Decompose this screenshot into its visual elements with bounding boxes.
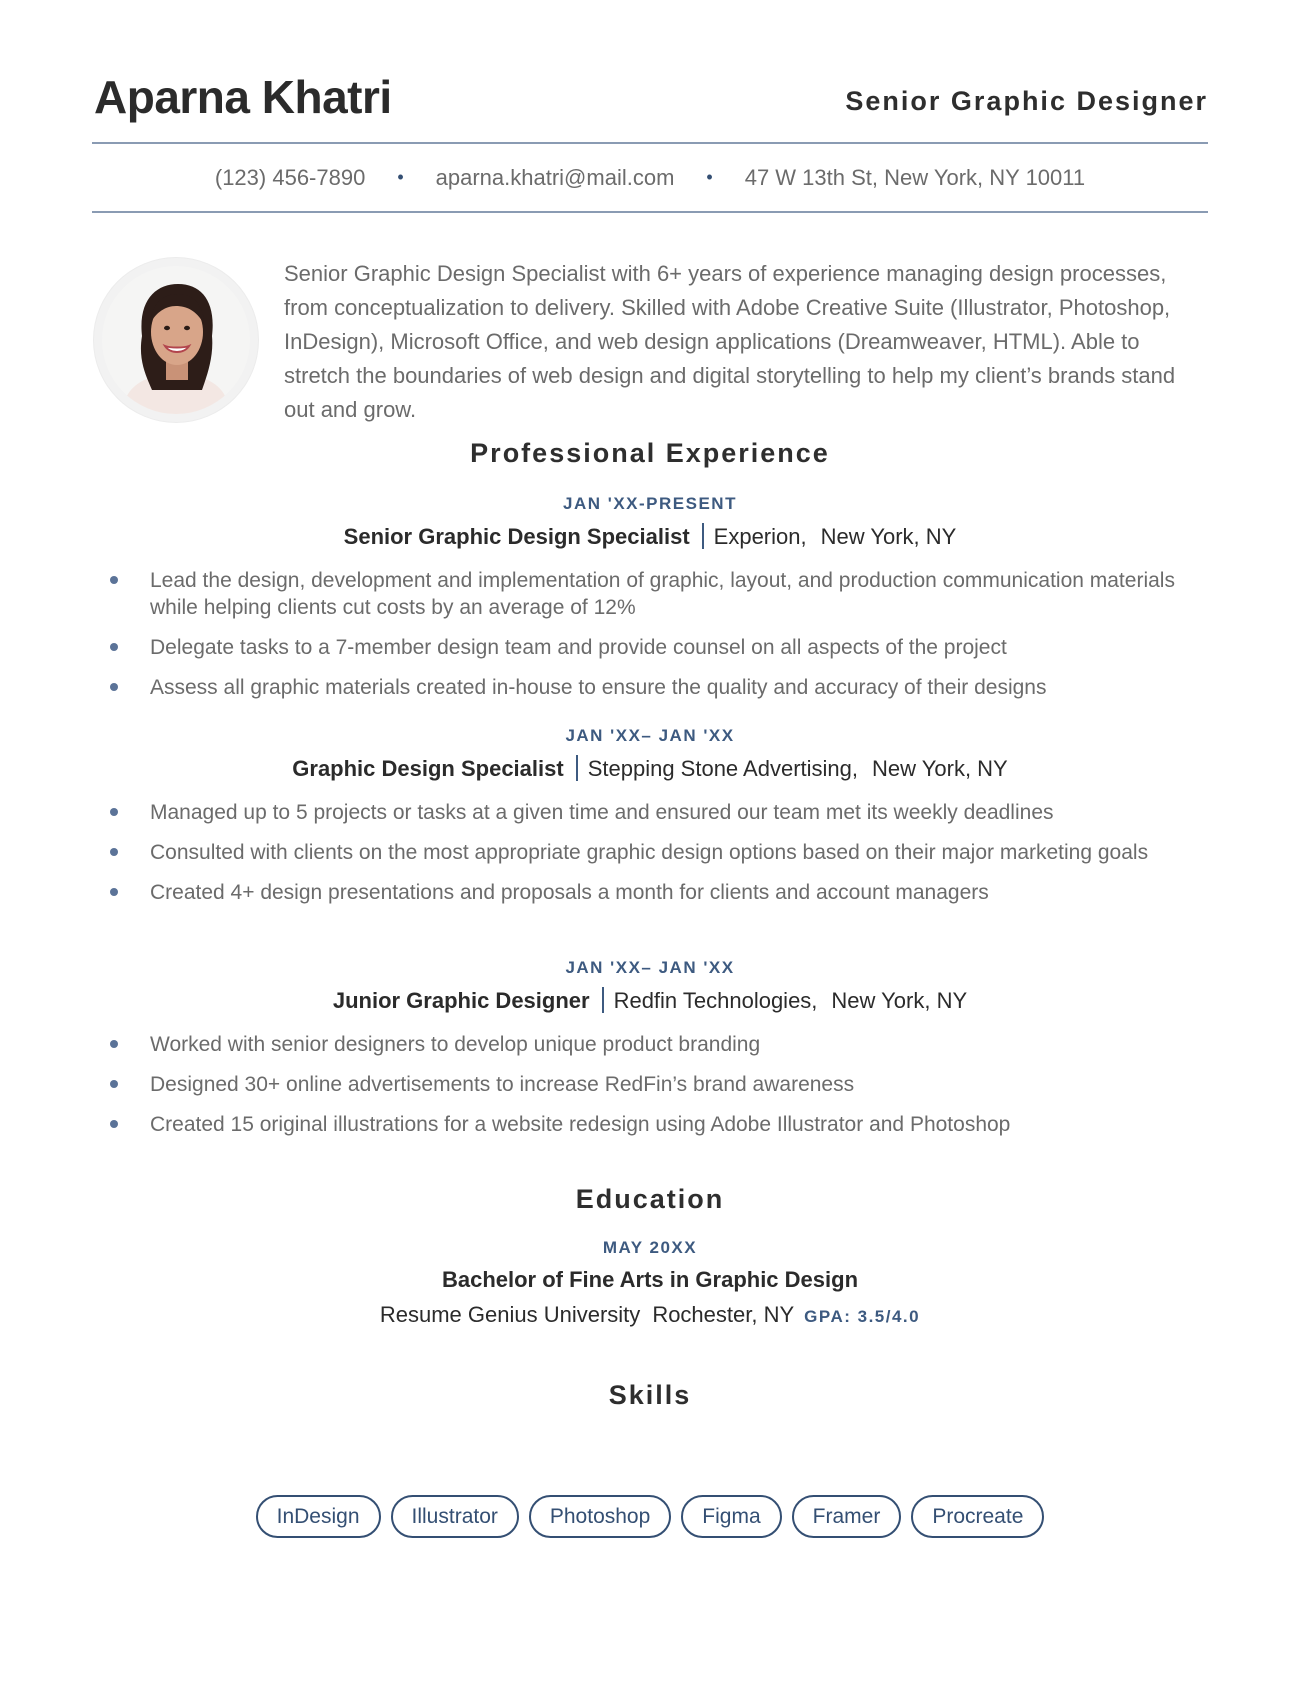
job-role-line xyxy=(92,987,1208,1014)
education-degree: Bachelor of Fine Arts in Graphic Design xyxy=(441,1267,859,1292)
role-divider xyxy=(702,523,704,549)
list-item: Created 4+ design presentations and proposals a month for clients and account managers xyxy=(110,879,1190,906)
job-role-line xyxy=(92,523,1208,550)
bullet-separator: • xyxy=(706,167,713,187)
job-position: Junior Graphic Designer xyxy=(332,988,590,1013)
education-school: Resume Genius University xyxy=(379,1302,641,1327)
role-divider xyxy=(602,987,604,1013)
job-company: Experion, xyxy=(713,524,807,549)
skill-tag: Figma xyxy=(681,1495,781,1538)
education-location: Rochester, NY xyxy=(652,1302,795,1327)
experience-heading: Professional Experience xyxy=(470,438,830,468)
job-bullets xyxy=(110,799,1190,919)
skills-list xyxy=(92,1495,1208,1538)
profile-photo xyxy=(94,258,258,422)
job-dates: JAN 'XX– JAN 'XX xyxy=(565,726,735,745)
skill-tag: Procreate xyxy=(911,1495,1044,1538)
candidate-name: Aparna Khatri xyxy=(94,71,392,123)
job-position: Senior Graphic Design Specialist xyxy=(343,524,690,549)
list-item: Managed up to 5 projects or tasks at a given time and ensured our team met its weekly deadlines xyxy=(110,799,1190,826)
job-position: Graphic Design Specialist xyxy=(292,756,564,781)
education-gpa: GPA: 3.5/4.0 xyxy=(804,1307,921,1326)
list-item: Worked with senior designers to develop unique product branding xyxy=(110,1031,1190,1058)
job-company: Stepping Stone Advertising, xyxy=(587,756,858,781)
skill-tag: InDesign xyxy=(256,1495,381,1538)
job-bullets xyxy=(110,1031,1190,1151)
skill-tag: Framer xyxy=(792,1495,902,1538)
job-role-line xyxy=(92,755,1208,782)
education-heading: Education xyxy=(575,1184,725,1214)
resume-header xyxy=(92,66,1208,126)
header-divider-top xyxy=(92,142,1208,144)
job-dates: JAN 'XX-PRESENT xyxy=(563,494,737,513)
contact-email: aparna.khatri@mail.com xyxy=(435,165,675,190)
header-divider-bottom xyxy=(92,211,1208,213)
list-item: Consulted with clients on the most appropriate graphic design options based on their major marketing goals xyxy=(110,839,1190,866)
list-item: Delegate tasks to a 7-member design team and provide counsel on all aspects of the project xyxy=(110,634,1190,661)
skills-heading: Skills xyxy=(608,1380,692,1410)
education-dates: MAY 20XX xyxy=(602,1238,698,1257)
resume-page xyxy=(92,0,1208,1682)
portrait-avatar-icon xyxy=(102,266,250,414)
job-location: New York, NY xyxy=(831,988,968,1013)
job-location: New York, NY xyxy=(820,524,957,549)
skill-tag: Photoshop xyxy=(529,1495,671,1538)
job-dates: JAN 'XX– JAN 'XX xyxy=(565,958,735,977)
contact-phone: (123) 456-7890 xyxy=(214,165,366,190)
job-location: New York, NY xyxy=(872,756,1008,781)
list-item: Designed 30+ online advertisements to increase RedFin’s brand awareness xyxy=(110,1071,1190,1098)
skill-tag: Illustrator xyxy=(391,1495,519,1538)
professional-summary: Senior Graphic Design Specialist with 6+ years of experience managing design processes, from conceptualization to delivery. Skilled with Adobe Creative Suite (Illustrator, Photoshop, InDesign), Microsoft Office, and web design applications (Dreamweaver, HTML). Able to stretch the boundaries of web design and digital storytelling to help my client’s brands stand out and grow. xyxy=(284,261,1176,422)
list-item: Assess all graphic materials created in-house to ensure the quality and accuracy of their designs xyxy=(110,674,1190,701)
contact-line xyxy=(92,165,1208,191)
job-title: Senior Graphic Designer xyxy=(845,86,1208,116)
list-item: Created 15 original illustrations for a website redesign using Adobe Illustrator and Photoshop xyxy=(110,1111,1190,1138)
job-bullets xyxy=(110,567,1190,714)
job-company: Redfin Technologies, xyxy=(613,988,818,1013)
education-school-line xyxy=(92,1302,1208,1328)
contact-address: 47 W 13th St, New York, NY 10011 xyxy=(744,165,1086,190)
role-divider xyxy=(576,755,578,781)
bullet-separator: • xyxy=(397,167,404,187)
list-item: Lead the design, development and implementation of graphic, layout, and production communication materials while helping clients cut costs by an average of 12% xyxy=(110,567,1190,621)
